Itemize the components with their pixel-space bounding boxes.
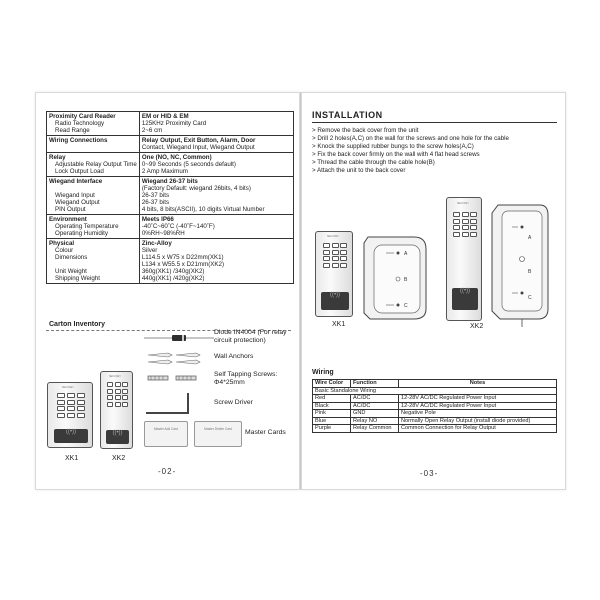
spec-value-cell xyxy=(139,153,293,177)
card-reader-icon: ((•)) xyxy=(54,429,88,443)
column-header: Wire Color xyxy=(313,380,351,388)
xk2-back-cover xyxy=(488,201,552,331)
table-row xyxy=(313,417,557,425)
xk2-device xyxy=(100,371,133,449)
point-c-label: C xyxy=(528,295,532,301)
function-cell: AC/DC xyxy=(351,402,399,410)
spec-value: L134 x W55.5 x D21mm(XK2) xyxy=(141,261,225,268)
spec-table xyxy=(46,111,294,284)
function-cell: AC/DC xyxy=(351,395,399,403)
spec-key-cell xyxy=(47,239,140,284)
spec-section-title: Proximity Card Reader xyxy=(49,113,116,120)
function-cell: Relay NO xyxy=(351,417,399,425)
spec-value: 440g(XK1) /420g(XK2) xyxy=(141,275,205,282)
spec-value: Wiegand 26-37 bits xyxy=(141,178,198,185)
spec-key: Shipping Weight xyxy=(55,275,100,282)
master-cards-label: Master Cards xyxy=(245,429,286,436)
spec-key: Lock Output Load xyxy=(55,168,104,175)
keypad xyxy=(323,243,347,268)
spec-section-title: Environment xyxy=(49,216,87,223)
wiring-title: Wiring xyxy=(312,369,334,376)
table-row xyxy=(313,395,557,403)
spec-key-cell xyxy=(47,136,140,153)
spec-value: Silver xyxy=(141,247,158,254)
divider xyxy=(312,122,557,123)
spec-value: 2~6 cm xyxy=(141,127,163,134)
spec-key: Operating Temperature xyxy=(55,223,119,230)
wire-color-cell: Purple xyxy=(313,425,351,433)
spec-value: 4 bits, 8 bits(ASCII), 10 digits Virtual Number xyxy=(141,206,265,213)
wiring-table xyxy=(312,379,557,433)
xk1-label: XK1 xyxy=(65,455,79,462)
wire-color-cell: Black xyxy=(313,402,351,410)
spec-key: Dimensions xyxy=(55,254,88,261)
spec-value-cell xyxy=(139,177,293,215)
point-a-label: A xyxy=(528,235,532,241)
spec-value: Zinc-Alloy xyxy=(141,240,172,247)
table-row xyxy=(313,402,557,410)
spec-value: Contact, Wiegand Input, Wiegand Output xyxy=(141,144,255,151)
keypad xyxy=(107,382,128,407)
wire-color-cell: Blue xyxy=(313,417,351,425)
spec-value: Meets IP66 xyxy=(141,216,174,223)
point-b-label: B xyxy=(528,269,532,275)
point-c-label: C xyxy=(404,303,408,309)
spec-value: One (NO, NC, Common) xyxy=(141,154,212,161)
function-cell: Relay Common xyxy=(351,425,399,433)
spec-key-cell xyxy=(47,153,140,177)
spec-value: 26-37 bits xyxy=(141,199,170,206)
spec-row xyxy=(47,177,294,215)
spec-row xyxy=(47,112,294,136)
spec-value-cell xyxy=(139,215,293,239)
spec-key: Read Range xyxy=(55,127,90,134)
xk2-label: XK2 xyxy=(112,455,126,462)
right-page xyxy=(301,92,566,490)
step: > Fix the back cover firmly on the wall with 4 flat head screws xyxy=(312,150,480,158)
notes-cell: 12-28V AC/DC Regulated Power Input xyxy=(399,402,557,410)
spec-key: Adjustable Relay Output Time xyxy=(55,161,137,168)
step: > Remove the back cover from the unit xyxy=(312,127,419,134)
keypad xyxy=(57,393,85,418)
spec-key: Colour xyxy=(55,247,74,254)
xk1-device xyxy=(47,382,93,448)
spec-value: 0~99 Seconds (5 seconds default) xyxy=(141,161,236,168)
page-number: -03- xyxy=(420,469,439,478)
screws-label: Self Tapping Screws: Φ4*25mm xyxy=(214,371,278,386)
table-header-row xyxy=(313,380,557,388)
wire-color-cell: Pink xyxy=(313,410,351,418)
spec-row xyxy=(47,136,294,153)
point-a-label: A xyxy=(404,251,408,257)
spec-key xyxy=(49,185,137,192)
brand-label: SECUKEY xyxy=(327,235,339,238)
spec-value: L114.5 x W75 x D22mm(XK1) xyxy=(141,254,224,261)
master-add-card: Master Add Card xyxy=(144,421,188,447)
spec-value: 0%RH~98%RH xyxy=(141,230,185,237)
carton-inventory-title: Carton Inventory xyxy=(49,321,106,328)
screw-driver-label: Screw Driver xyxy=(214,399,253,406)
step: > Knock the supplied rubber bungs to the screw holes(A,C) xyxy=(312,142,474,150)
installation-steps xyxy=(312,127,509,174)
brand-label: SECUKEY xyxy=(62,386,74,389)
installation-title: INSTALLATION xyxy=(312,110,383,120)
spec-key-cell xyxy=(47,177,140,215)
left-page xyxy=(35,92,300,490)
xk1-back-cover xyxy=(360,233,430,323)
master-delete-card: Master Delete Card xyxy=(194,421,242,447)
spec-section-title: Wiring Connections xyxy=(49,137,108,144)
card-reader-icon: ((•)) xyxy=(106,430,129,444)
wire-color-cell: Red xyxy=(313,395,351,403)
spec-value: 360g(XK1) /340g(XK2) xyxy=(141,268,205,275)
spec-section-title: Physical xyxy=(49,240,75,247)
spec-value: EM or HID & EM xyxy=(141,113,189,120)
wiring-subheader: Basic Standalone Wiring xyxy=(313,387,557,395)
notes-cell: Negative Pole xyxy=(399,410,557,418)
xk2-device xyxy=(446,197,482,321)
diode-image xyxy=(144,333,214,343)
column-header: Function xyxy=(351,380,399,388)
spec-key: Radio Technology xyxy=(55,120,105,127)
spec-key: Wiegand Input xyxy=(55,192,95,199)
wall-anchors-label: Wall Anchors xyxy=(214,353,254,360)
step: > Drill 2 holes(A,C) on the wall for the screws and one hole for the cable xyxy=(312,134,509,142)
column-header: Notes xyxy=(399,380,557,388)
notes-cell: 12-28V AC/DC Regulated Power Input xyxy=(399,395,557,403)
spec-value-cell xyxy=(139,112,293,136)
step: > Attach the unit to the back cover xyxy=(312,166,406,174)
spec-key-cell xyxy=(47,215,140,239)
function-cell: GND xyxy=(351,410,399,418)
spec-row xyxy=(47,153,294,177)
step: > Thread the cable through the cable hole(B) xyxy=(312,158,435,166)
spec-value: -40˚C~60˚C (-40˚F~140˚F) xyxy=(141,223,215,230)
screws-image xyxy=(146,373,206,385)
spec-value: (Factory Default: wiegand 26bits, 4 bits) xyxy=(141,185,251,192)
spec-section-title: Wiegand Interface xyxy=(49,178,103,185)
spec-row xyxy=(47,239,294,284)
table-row xyxy=(313,410,557,418)
card-reader-icon: ((•)) xyxy=(321,292,349,310)
spec-value-cell xyxy=(139,136,293,153)
card-reader-icon: ((•)) xyxy=(452,288,478,310)
spec-key-cell xyxy=(47,112,140,136)
spec-key: Wiegand Output xyxy=(55,199,100,206)
spec-value: Relay Output, Exit Button, Alarm, Door xyxy=(141,137,256,144)
table-row xyxy=(313,425,557,433)
brand-label: SECUKEY xyxy=(457,202,469,205)
xk1-device xyxy=(315,231,353,317)
diode-label: Diode IN4004 (For relay circuit protection) xyxy=(214,329,287,344)
brand-label: SECUKEY xyxy=(109,375,121,378)
spec-value: 26-37 bits xyxy=(141,192,170,199)
spec-key xyxy=(49,261,137,268)
screw-driver-image xyxy=(144,389,204,417)
spec-key: PIN Output xyxy=(55,206,86,213)
page-number: -02- xyxy=(158,467,177,476)
spec-value-cell xyxy=(139,239,293,284)
notes-cell: Common Connection for Relay Output xyxy=(399,425,557,433)
xk2-label: XK2 xyxy=(470,323,484,330)
xk1-label: XK1 xyxy=(332,321,346,328)
spec-row xyxy=(47,215,294,239)
spec-key: Unit Weight xyxy=(55,268,87,275)
spec-value: 125KHz Proximity Card xyxy=(141,120,207,127)
keypad xyxy=(453,212,477,237)
point-b-label: B xyxy=(404,277,408,283)
spec-value: 2 Amp Maximum xyxy=(141,168,188,175)
notes-cell: Normally Open Relay Output (install diode provided) xyxy=(399,417,557,425)
table-subheader-row xyxy=(313,387,557,395)
spec-section-title: Relay xyxy=(49,154,66,161)
wall-anchors-image xyxy=(146,349,206,367)
spec-key: Operating Humidity xyxy=(55,230,108,237)
